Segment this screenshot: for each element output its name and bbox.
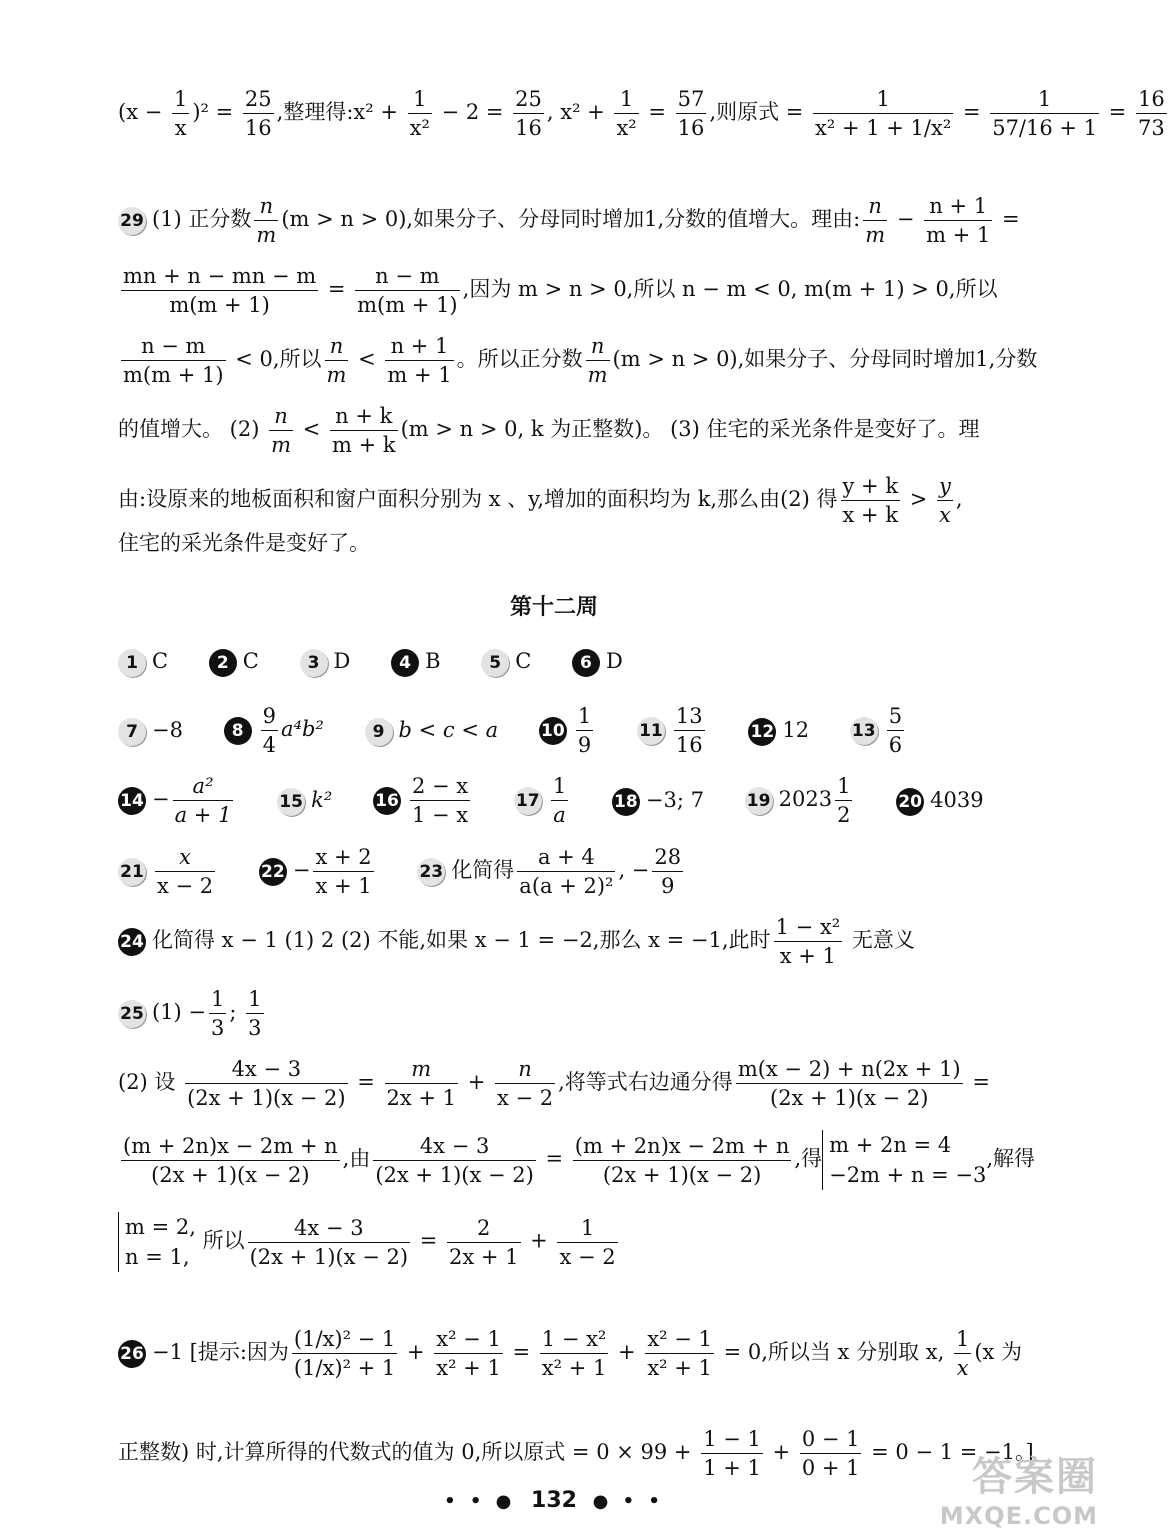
answer-18 [612, 785, 704, 816]
text: < [351, 347, 383, 371]
text: 正整数) 时,计算所得的代数式的值为 0,所以原式 = 0 × 99 + [118, 1440, 699, 1464]
answer-13 [850, 702, 907, 759]
watermark-text: 答案圈 [972, 1454, 1098, 1500]
question-badge: 24 [118, 928, 146, 956]
text: (x − [118, 100, 169, 124]
fraction: $\frac{m(x - 2) + n(2x + 1)}{(2x + 1)(x - 2)}$ [737, 1057, 961, 1110]
text: 住宅的采光条件是变好了。 [118, 531, 370, 555]
answers-row-1 [118, 645, 1038, 677]
fraction: $\frac{a + 4}{\text{a(a + 2)²}}$ [519, 845, 614, 898]
text: ; [229, 1000, 244, 1024]
text: = [413, 1228, 444, 1253]
question-badge: 21 [118, 858, 146, 886]
text: (m > n > 0, k 为正整数)。 (3) 住宅的采光条件是变好了。理 [400, 417, 980, 441]
fraction: $\frac{1}{57/16 + 1}$ [992, 87, 1098, 140]
text: ,则原式 = [709, 100, 811, 124]
fraction: $\frac{\text{x² − 1}}{\text{x² + 1}}$ [436, 1327, 501, 1380]
fraction: $\frac{n + k}{m + k}$ [331, 404, 396, 457]
fraction: $\frac{(m + 2n)x - 2m + n}{(2x + 1)(x - 2)}$ [123, 1133, 338, 1187]
answer-4 [391, 646, 440, 677]
question-badge: 16 [373, 787, 401, 815]
q25-line-3 [118, 1130, 1038, 1190]
answer-7 [118, 715, 183, 746]
fraction: $\frac{1}{3}$ [211, 987, 225, 1040]
text: − 2 = [434, 100, 511, 124]
text: −1 [提示:因为 [152, 1340, 289, 1364]
text: < 0,所以 [228, 347, 322, 371]
text: , x² + [546, 100, 612, 124]
q25-line-4 [118, 1212, 1038, 1272]
fraction: $\frac{n}{m}$ [271, 404, 292, 457]
fraction: $\frac{1}{2}$ [837, 774, 851, 827]
answer-14 [118, 772, 236, 829]
answer-text: D [605, 649, 623, 674]
q24-line [118, 913, 1038, 970]
answer-23 [417, 843, 686, 900]
q26-line-2 [118, 1425, 1038, 1482]
question-badge: 2 [209, 649, 237, 677]
answer-text: − [292, 858, 311, 882]
fraction: $\frac{4x - 3}{(2x + 1)(x - 2)}$ [187, 1057, 346, 1110]
text: = [965, 1070, 990, 1094]
text: + [611, 1340, 643, 1364]
answer-text: 4039 [930, 788, 984, 813]
text: = [995, 207, 1020, 231]
question-badge: 20 [896, 788, 924, 816]
question-badge: 17 [514, 787, 542, 815]
fraction: $\frac{4x - 3}{(2x + 1)(x - 2)}$ [249, 1215, 409, 1269]
fraction: $\frac{n}{m}$ [256, 194, 277, 247]
answer-1 [118, 646, 168, 677]
q26-line-1 [118, 1325, 1038, 1382]
question-badge: 18 [612, 788, 640, 816]
fraction: $\frac{57}{16}$ [677, 87, 705, 140]
text: = 0,所以当 x 分别取 x, [716, 1340, 951, 1364]
text: + [523, 1228, 555, 1253]
answer-text: C [152, 649, 169, 674]
text: (m > n > 0),如果分子、分母同时增加1,分数 [612, 347, 1038, 371]
fraction: $\frac{1}{\text{x² + 1 + 1/x²}}$ [815, 87, 952, 140]
text: ,将等式右边通分得 [558, 1070, 733, 1094]
text: ,整理得:x² + [276, 100, 405, 124]
fraction: $\frac{1 - 1}{1 + 1}$ [703, 1427, 761, 1480]
answer-text: 12 [782, 718, 810, 743]
text: ,解得 [986, 1146, 1036, 1171]
text: = [1102, 100, 1133, 124]
question-badge: 6 [572, 649, 600, 677]
q29-line-6 [118, 528, 1038, 558]
question-badge: 19 [745, 787, 773, 815]
fraction: $\frac{1}{x}$ [955, 1327, 970, 1380]
question-badge: 9 [365, 718, 393, 746]
question-badge: 1 [118, 649, 146, 677]
text: 。所以正分数 [456, 347, 583, 371]
answer-text: C [242, 649, 259, 674]
answer-22 [259, 843, 377, 900]
text: 化简得 x − 1 (1) 2 (2) 不能,如果 x − 1 = −2,那么 x = −1,此时 [152, 928, 771, 952]
answer-text: k² [311, 788, 333, 813]
fraction: $\frac{\text{1 − x²}}{x + 1}$ [775, 915, 841, 968]
fraction: $\frac{1}{9}$ [577, 704, 592, 757]
fraction: $\frac{1}{x - 2}$ [559, 1215, 616, 1269]
fraction: $\frac{9}{4}$ [262, 704, 277, 757]
question-badge: 29 [118, 207, 146, 235]
fraction: $\frac{n}{x - 2}$ [496, 1057, 554, 1110]
watermark-url: MXQE.COM [939, 1502, 1098, 1530]
fraction: $\frac{x + 2}{x + 1}$ [315, 845, 372, 898]
footer-dots-right: ● • • [592, 1491, 664, 1512]
line-1 [118, 85, 1165, 142]
fraction: $\frac{25}{16}$ [244, 87, 272, 140]
fraction: $\frac{n - m}{m(m + 1)}$ [123, 334, 224, 387]
fraction: $\frac{0 - 1}{0 + 1}$ [801, 1427, 860, 1480]
answer-10 [539, 702, 596, 759]
fraction: $\frac{28}{9}$ [654, 845, 682, 898]
answer-text: a⁴b² [281, 717, 324, 741]
answer-6 [572, 646, 623, 677]
answer-11 [637, 702, 708, 759]
question-badge: 5 [481, 649, 509, 677]
answer-16 [373, 772, 473, 829]
text: (1) 正分数 [152, 207, 252, 231]
q29-line-4 [118, 402, 1038, 459]
question-badge: 26 [118, 1340, 146, 1368]
fraction: $\frac{x}{x - 2}$ [157, 845, 214, 898]
text: = [505, 1340, 537, 1364]
footer-dots-left: • • ● [444, 1491, 516, 1512]
q29-line-3 [118, 332, 1038, 389]
answer-20 [896, 785, 983, 816]
answer-2 [209, 646, 259, 677]
text: 无意义 [845, 928, 915, 952]
question-badge: 15 [277, 788, 305, 816]
question-badge: 7 [118, 718, 146, 746]
answer-text: −8 [152, 718, 183, 743]
question-badge: 22 [259, 858, 287, 886]
fraction: $\frac{1}{3}$ [248, 987, 262, 1040]
text: 所以 [195, 1228, 245, 1253]
text: , [955, 487, 963, 511]
text: = [538, 1146, 570, 1171]
fraction: $\frac{n + 1}{m + 1}$ [926, 194, 991, 247]
text: (x 为 [974, 1340, 1023, 1364]
fraction: $\frac{m}{2x + 1}$ [386, 1057, 457, 1110]
answer-12 [748, 715, 809, 746]
text: < [296, 417, 327, 441]
question-badge: 4 [391, 649, 419, 677]
answers-row-3 [118, 772, 1038, 829]
fraction: $\frac{1}{a}$ [552, 774, 567, 827]
answer-text: C [515, 649, 532, 674]
text: + [461, 1070, 492, 1094]
text: ,得 [794, 1146, 823, 1171]
fraction: $\frac{n}{m}$ [865, 194, 886, 247]
text: + [400, 1340, 432, 1364]
answer-5 [481, 646, 531, 677]
text: (1) − [152, 1000, 207, 1024]
answer-text: , − [618, 858, 650, 882]
fraction: $\frac{\text{1 − x²}}{\text{x² + 1}}$ [541, 1327, 607, 1380]
question-badge: 13 [850, 717, 878, 745]
answer-text: 2023 [778, 787, 833, 811]
fraction: $\frac{2}{2x + 1}$ [448, 1215, 519, 1269]
q29-line-2 [118, 262, 1038, 319]
answer-text: b < c < a [398, 718, 499, 743]
answer-21 [118, 843, 218, 900]
week-title: 第十二周 [509, 594, 598, 620]
answer-17 [514, 772, 571, 829]
answers-row-2 [118, 702, 1038, 759]
q25-line-1 [118, 985, 1038, 1042]
text: = 0 − 1 = −1。] [864, 1440, 1034, 1464]
text: = [956, 100, 988, 124]
q25-line-2 [118, 1055, 1038, 1112]
answer-text: − [152, 787, 170, 811]
text: > [903, 487, 935, 511]
text: + [765, 1440, 797, 1464]
answer-text: B [425, 649, 441, 674]
fraction: $\frac{2 - x}{1 - x}$ [411, 774, 469, 827]
question-badge: 8 [224, 717, 252, 745]
text: 由:设原来的地板面积和窗户面积分别为 x 、y,增加的面积均为 k,那么由(2) 得 [118, 487, 838, 511]
answer-8 [224, 702, 324, 759]
fraction: $\frac{\text{x² − 1}}{\text{x² + 1}}$ [647, 1327, 712, 1380]
text: − [890, 207, 922, 231]
answer-text: D [333, 649, 351, 674]
fraction: $\frac{1}{x}$ [173, 87, 188, 140]
fraction: $\frac{n}{m}$ [587, 334, 608, 387]
answers-row-4 [118, 843, 1038, 900]
answer-text: −3; 7 [645, 788, 704, 813]
text: (2) 设 [118, 1070, 183, 1094]
answer-3 [300, 646, 351, 677]
fraction: $\frac{(m + 2n)x - 2m + n}{(2x + 1)(x - 2)}$ [574, 1133, 790, 1187]
question-badge: 3 [300, 649, 328, 677]
answer-9 [365, 715, 499, 746]
question-badge: 10 [539, 717, 567, 745]
question-badge: 23 [417, 858, 445, 886]
fraction: $\frac{4x - 3}{(2x + 1)(x - 2)}$ [375, 1133, 534, 1187]
fraction: $\frac{y + k}{x + k}$ [842, 474, 899, 527]
fraction: $\frac{5}{6}$ [888, 704, 903, 757]
text: ,由 [342, 1146, 371, 1171]
text: (m > n > 0),如果分子、分母同时增加1,分数的值增大。理由: [281, 207, 861, 231]
watermark-logo [940, 1445, 1098, 1530]
q29-line-1 [118, 192, 1038, 249]
question-badge: 11 [637, 717, 665, 745]
fraction: $\frac{1}{\text{x²}}$ [616, 87, 637, 140]
question-badge: 25 [118, 1000, 146, 1028]
question-badge: 12 [748, 718, 776, 746]
text: 的值增大。 (2) [118, 417, 267, 441]
fraction: $\frac{1}{\text{x²}}$ [409, 87, 430, 140]
fraction: $\frac{25}{16}$ [515, 87, 542, 140]
text: = [350, 1070, 382, 1094]
fraction: $\frac{y}{x}$ [939, 474, 951, 527]
text: = [321, 277, 353, 301]
answer-15 [277, 785, 332, 816]
fraction: $\frac{mn + n - mn - m}{m(m + 1)}$ [123, 264, 317, 317]
fraction: $\frac{\text{(1/x)² − 1}}{\text{(1/x)² + 1}}$ [293, 1327, 396, 1380]
equation-system: m + 2n = 4 −2m + n = −3 [822, 1130, 986, 1190]
question-badge: 14 [118, 787, 146, 815]
fraction: $\frac{13}{16}$ [675, 704, 703, 757]
text: )² = [192, 100, 240, 124]
fraction: $\frac{n + 1}{m + 1}$ [387, 334, 452, 387]
equation-system: m = 2, n = 1, [118, 1212, 196, 1272]
text: = [641, 100, 673, 124]
fraction: $\frac{n - m}{m(m + 1)}$ [357, 264, 458, 317]
fraction: $\frac{n}{m}$ [326, 334, 347, 387]
fraction: $\frac{16}{73}$ [1137, 87, 1165, 140]
q29-line-5 [118, 472, 1038, 529]
page-number: 132 [531, 1488, 577, 1513]
fraction: $\frac{\text{a²}}{a + 1}$ [174, 774, 232, 827]
text: ,因为 m > n > 0,所以 n − m < 0, m(m + 1) > 0,所以 [462, 277, 998, 301]
answer-19 [745, 772, 856, 829]
answer-text: 化简得 [451, 858, 515, 882]
